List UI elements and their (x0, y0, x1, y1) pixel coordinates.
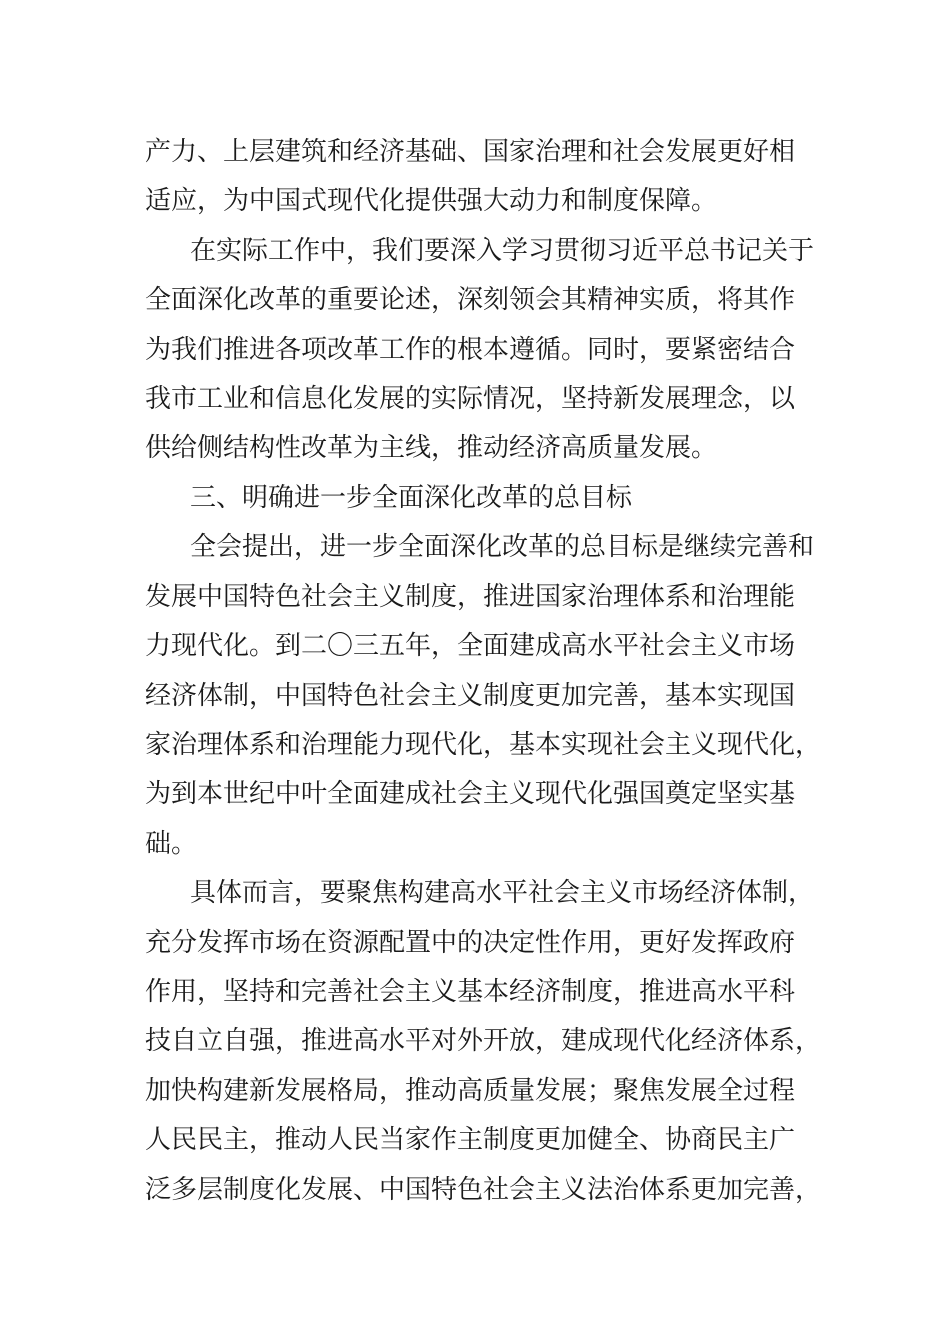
paragraph-start-line: 在实际工作中，我们要深入学习贯彻习近平总书记关于 (190, 236, 815, 266)
text-line: 技自立自强，推进高水平对外开放，建成现代化经济体系， (145, 1026, 822, 1056)
text-line: 全面深化改革的重要论述，深刻领会其精神实质，将其作 (145, 285, 796, 315)
text-line: 充分发挥市场在资源配置中的决定性作用，更好发挥政府 (145, 928, 796, 958)
text-line: 家治理体系和治理能力现代化，基本实现社会主义现代化， (145, 730, 822, 760)
text-line: 供给侧结构性改革为主线，推动经济高质量发展。 (145, 433, 718, 463)
text-line: 为我们推进各项改革工作的根本遵循。同时，要紧密结合 (145, 335, 796, 365)
text-line: 作用，坚持和完善社会主义基本经济制度，推进高水平科 (145, 977, 796, 1007)
text-line: 为到本世纪中叶全面建成社会主义现代化强国奠定坚实基 (145, 779, 796, 809)
text-line: 力现代化。到二〇三五年，全面建成高水平社会主义市场 (145, 631, 796, 661)
paragraph-start-line: 具体而言，要聚焦构建高水平社会主义市场经济体制， (190, 878, 815, 908)
paragraph-start-line: 全会提出，进一步全面深化改革的总目标是继续完善和 (190, 532, 815, 562)
text-line: 适应，为中国式现代化提供强大动力和制度保障。 (145, 186, 718, 216)
text-line: 发展中国特色社会主义制度，推进国家治理体系和治理能 (145, 582, 796, 612)
section-heading: 三、明确进一步全面深化改革的总目标 (190, 483, 633, 513)
text-line: 础。 (145, 829, 198, 859)
text-line: 人民民主，推动人民当家作主制度更加健全、协商民主广 (145, 1125, 796, 1155)
text-line: 泛多层制度化发展、中国特色社会主义法治体系更加完善， (145, 1175, 822, 1205)
text-line: 我市工业和信息化发展的实际情况，坚持新发展理念，以 (145, 384, 796, 414)
text-line: 经济体制，中国特色社会主义制度更加完善，基本实现国 (145, 681, 796, 711)
text-line: 加快构建新发展格局，推动高质量发展；聚焦发展全过程 (145, 1076, 796, 1106)
text-line: 产力、上层建筑和经济基础、国家治理和社会发展更好相 (145, 137, 796, 167)
